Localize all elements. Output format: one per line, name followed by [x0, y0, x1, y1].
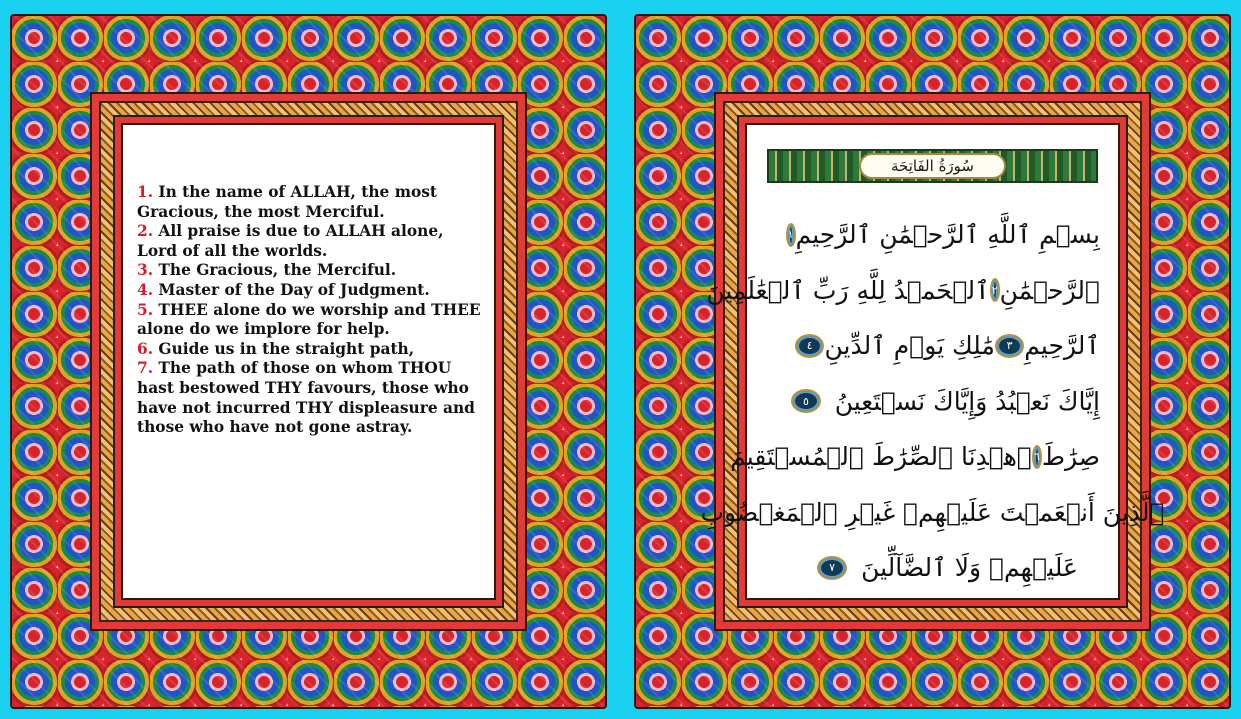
ayah-marker-icon: ١ [786, 223, 796, 247]
ayah-marker-icon: ٥ [791, 389, 821, 413]
arabic-line-1 [765, 207, 1100, 263]
ayah-marker-icon: ٧ [817, 556, 847, 580]
arabic-segment: عَلَيۡهِمۡ وَلَا ٱلضَّآلِّينَ [861, 553, 1078, 582]
arabic-line-4 [765, 374, 1100, 430]
translation-panel [121, 123, 496, 600]
arabic-segment: إِيَّاكَ نَعۡبُدُ وَإِيَّاكَ نَسۡتَعِينُ [834, 386, 1100, 416]
ayah-marker-icon: ٣ [995, 334, 1024, 358]
outer-red-frame [90, 92, 527, 631]
arabic-segment: ٱهۡدِنَا ٱلصِّرَٰطَ ٱلۡمُسۡتَقِيمَ [730, 442, 1032, 471]
ayah-marker-icon: ٢ [990, 278, 1000, 302]
arabic-segment: ٱلۡحَمۡدُ لِلَّهِ رَبِّ ٱلۡعَٰلَمِينَ [706, 275, 990, 305]
outer-red-frame [700, 92, 1165, 631]
inner-red-frame [113, 115, 504, 608]
arabic-line-3 [765, 318, 1100, 374]
surah-header-banner [767, 149, 1098, 183]
verse-7: 7. The path of those on whom THOU hast bestowed THY favours, those who have not incurred THY displeasure and those who have not gone astray. [137, 359, 475, 437]
arabic-segment: ٱلرَّحۡمَٰنِ [999, 275, 1100, 305]
inner-red-frame [700, 115, 1165, 608]
arabic-panel [700, 123, 1165, 600]
arabic-segment: ٱلَّذِينَ أَنۡعَمۡتَ عَلَيۡهِمۡ غَيۡرِ ٱلۡمَغۡضُوبِ [700, 497, 1165, 527]
arabic-segment: بِسۡمِ ٱللَّهِ ٱلرَّحۡمَٰنِ ٱلرَّحِيمِ [795, 220, 1100, 249]
translation-page [10, 14, 607, 709]
surah-title: سُورَةُ الفَاتِحَة [859, 153, 1006, 179]
verse-3: 3. The Gracious, the Merciful. [137, 261, 397, 280]
verse-4: 4. Master of the Day of Judgment. [137, 280, 430, 299]
arabic-line-6 [700, 485, 1165, 541]
verse-6: 6. Guide us in the straight path, [137, 339, 415, 358]
arabic-line-7 [765, 540, 1100, 596]
arabic-line-5 [730, 429, 1100, 485]
translation-text [137, 183, 482, 438]
gold-knot-frame [700, 101, 1165, 622]
ayah-marker-icon: ٤ [795, 334, 824, 358]
arabic-line-2 [706, 263, 1100, 319]
gold-knot-frame [99, 101, 518, 622]
arabic-segment: ٱلرَّحِيمِ [1024, 331, 1100, 360]
verse-5: 5. THEE alone do we worship and THEE alone do we implore for help. [137, 300, 481, 339]
arabic-segment: صِرَٰطَ [1041, 442, 1100, 471]
verse-2: 2. All praise is due to ALLAH alone, Lord of all the worlds. [137, 222, 444, 260]
ayah-marker-icon: ٦ [1032, 445, 1042, 469]
arabic-page [634, 14, 1231, 709]
verse-1: 1. In the name of ALLAH, the most Gracious, the most Merciful. [137, 183, 438, 221]
arabic-text [700, 207, 1165, 596]
arabic-segment: مَٰلِكِ يَوۡمِ ٱلدِّينِ [824, 331, 995, 360]
